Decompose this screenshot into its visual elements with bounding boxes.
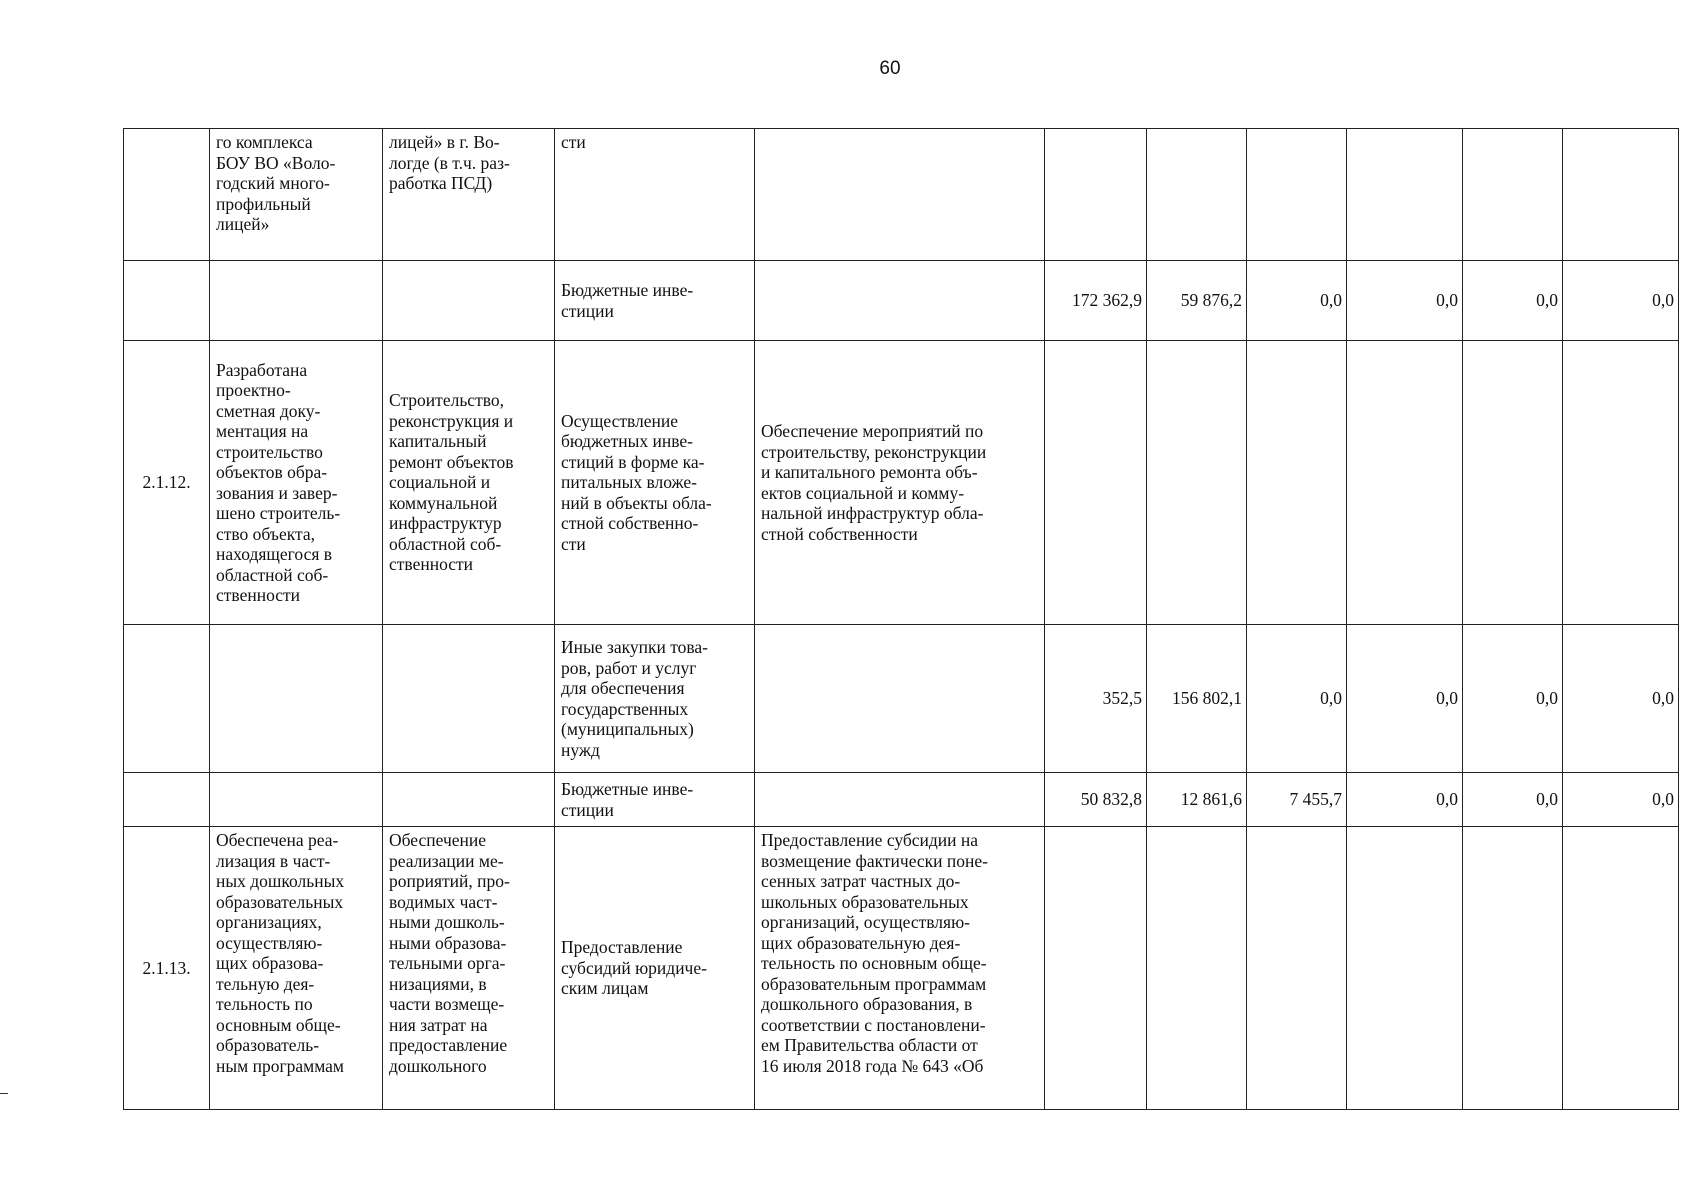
value-cell: 0,0 (1463, 625, 1563, 773)
value-cell (1463, 341, 1563, 625)
description-cell: Предоставление субсидии на возмещение фактически поне- сенных затрат частных до- школьных образовательных организаций, осуществляю- щих образовательную дея- тельность по основным обще- образовательным программам дошкольного образования, в соответствии с постановлени- ем Правительства области от 16 июля 2018 года № 643 «Об (755, 827, 1045, 1110)
value-cell: 352,5 (1045, 625, 1147, 773)
value-cell: 0,0 (1563, 625, 1679, 773)
event-cell (383, 261, 555, 341)
result-cell: Обеспечена реа- лизация в част- ных дошкольных образовательных организациях, осуществляю- щих образова- тельную дея- тельность по основным обще- образователь- ным программам (210, 827, 383, 1110)
value-cell: 12 861,6 (1147, 773, 1247, 827)
value-cell: 0,0 (1347, 625, 1463, 773)
expense-type-cell: Иные закупки това- ров, работ и услуг для обеспечения государственных (муниципальных) нужд (555, 625, 755, 773)
event-cell (383, 625, 555, 773)
value-cell: 0,0 (1247, 261, 1347, 341)
value-cell: 0,0 (1463, 261, 1563, 341)
row-number: 2.1.12. (124, 341, 210, 625)
description-cell: Обеспечение мероприятий по строительству, реконструкции и капитального ремонта объ- ектов социальной и комму- нальной инфраструктур обла- стной собственности (755, 341, 1045, 625)
value-cell (1347, 341, 1463, 625)
value-cell: 59 876,2 (1147, 261, 1247, 341)
value-cell: 156 802,1 (1147, 625, 1247, 773)
value-cell (1563, 129, 1679, 261)
value-cell: 0,0 (1463, 773, 1563, 827)
result-cell: го комплекса БОУ ВО «Воло- годский много- профильный лицей» (210, 129, 383, 261)
row-number (124, 625, 210, 773)
value-cell: 0,0 (1347, 261, 1463, 341)
event-cell: Обеспечение реализации ме- роприятий, про- водимых част- ными дошколь- ными образова- тельными орга- низациями, в части возмеще- ния затрат на предоставление дошкольного (383, 827, 555, 1110)
table-row (124, 773, 1679, 827)
row-number (124, 261, 210, 341)
value-cell (1463, 827, 1563, 1110)
table-row (124, 129, 1679, 261)
event-cell (383, 773, 555, 827)
value-cell (1045, 341, 1147, 625)
page-number: 60 (879, 58, 901, 79)
value-cell (1347, 827, 1463, 1110)
value-cell (1045, 827, 1147, 1110)
description-cell (755, 129, 1045, 261)
row-number (124, 129, 210, 261)
value-cell (1463, 129, 1563, 261)
value-cell (1045, 129, 1147, 261)
result-cell (210, 773, 383, 827)
value-cell: 0,0 (1563, 773, 1679, 827)
result-cell (210, 261, 383, 341)
expense-type-cell: Бюджетные инве- стиции (555, 773, 755, 827)
table-row (124, 827, 1679, 1110)
event-cell: Строительство, реконструкция и капитальный ремонт объектов социальной и коммунальной инфраструктур областной соб- ственности (383, 341, 555, 625)
margin-mark (0, 1093, 8, 1094)
value-cell: 172 362,9 (1045, 261, 1147, 341)
table-row (124, 261, 1679, 341)
result-cell (210, 625, 383, 773)
value-cell: 0,0 (1247, 625, 1347, 773)
value-cell (1247, 129, 1347, 261)
event-cell: лицей» в г. Во- логде (в т.ч. раз- работка ПСД) (383, 129, 555, 261)
value-cell (1147, 341, 1247, 625)
table-row (124, 341, 1679, 625)
expense-type-cell: сти (555, 129, 755, 261)
row-number: 2.1.13. (124, 827, 210, 1110)
value-cell (1563, 341, 1679, 625)
value-cell (1247, 341, 1347, 625)
description-cell (755, 261, 1045, 341)
value-cell (1147, 827, 1247, 1110)
expense-type-cell: Предоставление субсидий юридиче- ским лицам (555, 827, 755, 1110)
value-cell: 0,0 (1563, 261, 1679, 341)
value-cell (1247, 827, 1347, 1110)
budget-table (123, 128, 1679, 1110)
value-cell (1347, 129, 1463, 261)
description-cell (755, 773, 1045, 827)
expense-type-cell: Бюджетные инве- стиции (555, 261, 755, 341)
value-cell (1147, 129, 1247, 261)
value-cell: 7 455,7 (1247, 773, 1347, 827)
value-cell (1563, 827, 1679, 1110)
row-number (124, 773, 210, 827)
expense-type-cell: Осуществление бюджетных инве- стиций в форме ка- питальных вложе- ний в объекты обла- стной собственно- сти (555, 341, 755, 625)
value-cell: 0,0 (1347, 773, 1463, 827)
result-cell: Разработана проектно- сметная доку- ментация на строительство объектов обра- зования и завер- шено строитель- ство объекта, находящегося в областной соб- ственности (210, 341, 383, 625)
value-cell: 50 832,8 (1045, 773, 1147, 827)
description-cell (755, 625, 1045, 773)
table-row (124, 625, 1679, 773)
